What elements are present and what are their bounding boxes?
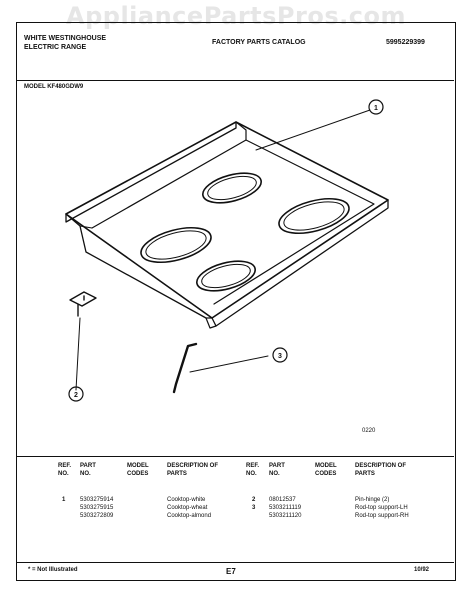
leader-line-1 [256,110,370,150]
cooktop-right-flange [212,200,388,326]
brand-line-1: WHITE WESTINGHOUSE [24,35,107,42]
page-number: E7 [226,567,236,576]
burner-opening-front-right [194,256,259,297]
callout-label-3: 3 [278,353,282,360]
callout-label-2: 2 [74,392,78,399]
col-description-left: DESCRIPTION OF PARTS [167,463,219,477]
table-cell-desc: Rod-top support-RH [355,513,409,519]
catalog-title: FACTORY PARTS CATALOG [212,39,306,46]
cooktop-back-lip [66,122,236,222]
table-cell-part: 5303275914 [80,497,114,503]
support-rod [174,344,196,392]
table-top-rule [16,456,454,457]
revision-date: 10/92 [414,567,430,573]
leader-line-2 [76,318,80,390]
brand-line-2: ELECTRIC RANGE [24,44,87,51]
col-ref-no-right: REF. NO. [246,463,260,477]
callout-label-1: 1 [374,105,378,112]
col-ref-no-left: REF. NO. [58,463,72,477]
table-cell-part: 08012537 [269,497,296,503]
table-cell-desc: Cooktop-wheat [167,505,208,511]
footer-rule [16,562,454,563]
figure-code: 0220 [362,428,376,434]
col-model-codes-right: MODEL CODES [315,463,337,477]
table-cell-ref: 2 [252,497,256,503]
col-part-no-right: PART NO. [269,463,285,477]
catalog-number: 5995229399 [386,39,425,46]
model-label: MODEL KF480GDW9 [24,84,84,90]
leader-line-3 [190,356,268,372]
watermark: AppliancePartsPros.com [66,2,406,30]
col-description-right: DESCRIPTION OF PARTS [355,463,407,477]
table-cell-desc: Pin-hinge (2) [355,497,390,503]
burner-opening-back-left [200,168,265,209]
col-model-codes-left: MODEL CODES [127,463,149,477]
table-cell-desc: Cooktop-almond [167,513,212,519]
table-cell-desc: Cooktop-white [167,497,206,503]
table-cell-ref: 1 [62,497,66,503]
table-cell-part: 5303211119 [269,505,302,511]
footer-note: * = Not Illustrated [28,567,78,573]
table-cell-part: 5303275915 [80,505,114,511]
table-cell-part: 5303272809 [80,513,114,519]
table-cell-part: 5303211120 [269,513,302,519]
table-cell-desc: Rod-top support-LH [355,505,408,511]
hinge-pin [70,292,96,316]
col-part-no-left: PART NO. [80,463,96,477]
table-cell-ref: 3 [252,505,256,511]
